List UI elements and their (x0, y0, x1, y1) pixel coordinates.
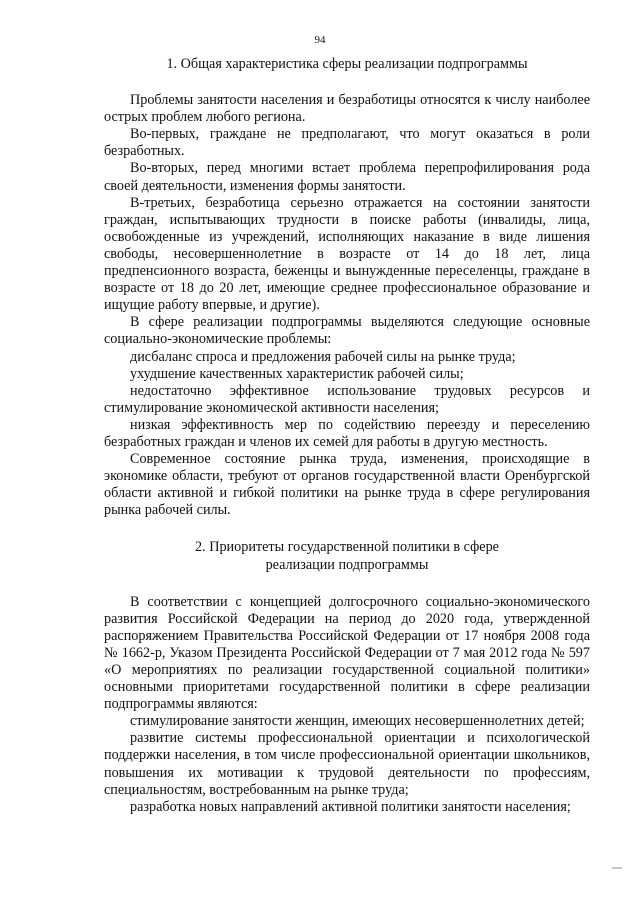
paragraph: В сфере реализации подпрограммы выделяются следующие основные социально-экономические проблемы: (104, 314, 590, 348)
scan-mark (612, 867, 622, 869)
paragraph: Проблемы занятости населения и безработицы относятся к числу наиболее острых проблем любого региона. (104, 92, 590, 126)
list-item: развитие системы профессиональной ориентации и психологической поддержки населения, в том числе профессиональной ориентации школьников, повышения их мотивации к трудовой деятельности по профессиям, специальностям, востребованным на рынке труда; (104, 730, 590, 798)
section-2-title (104, 539, 590, 573)
list-item: низкая эффективность мер по содействию переезду и переселению безработных граждан и членов их семей для работы в другую местность. (104, 416, 590, 450)
paragraph: В-третьих, безработица серьезно отражается на состоянии занятости граждан, испытывающих трудности в поиске работы (инвалиды, лица, освобожденные из учреждений, исполняющих наказание в виде лишения свободы, несовершеннолетние в возрасте от 14 до 18 лет, лица предпенсионного возраста, беженцы и вынужденные переселенцы, граждане в возрасте от 18 до 20 лет, имеющие среднее профессиональное образование и ищущие работу впервые, и другие). (104, 194, 590, 314)
list-item: дисбаланс спроса и предложения рабочей силы на рынке труда; (130, 348, 516, 365)
list-item: разработка новых направлений активной политики занятости населения; (130, 798, 571, 815)
paragraph: Современное состояние рынка труда, изменения, происходящие в экономике области, требуют от органов государственной власти Оренбургской области активной и гибкой политики на рынке труда в сфере регулирования рынка рабочей силы. (104, 451, 590, 519)
list-item: стимулирование занятости женщин, имеющих несовершеннолетних детей; (130, 713, 585, 730)
paragraph: Во-вторых, перед многими встает проблема перепрофилирования рода своей деятельности, изменения формы занятости. (104, 160, 590, 194)
section-2-title-line-2: реализации подпрограммы (265, 556, 429, 573)
list-item: ухудшение качественных характеристик рабочей силы; (130, 365, 464, 382)
paragraph: Во-первых, граждане не предполагают, что могут оказаться в роли безработных. (104, 126, 590, 160)
document-body (104, 56, 590, 816)
list-item: недостаточно эффективное использование трудовых ресурсов и стимулирование экономической активности населения; (104, 382, 590, 416)
section-1-title: 1. Общая характеристика сферы реализации подпрограммы (166, 56, 528, 72)
page-number: 94 (314, 34, 326, 46)
paragraph: В соответствии с концепцией долгосрочного социально-экономического развития Российской Федерации на период до 2020 года, утвержденной распоряжением Правительства Российской Федерации от 17 ноября 2008 года № 1662-р, Указом Президента Российской Федерации от 7 мая 2012 года № 597 «О мероприятиях по реализации государственной социальной политики» основными приоритетами государственной политики в сфере реализации подпрограммы являются: (104, 593, 590, 713)
section-2-title-line-1: 2. Приоритеты государственной политики в сфере (195, 539, 499, 556)
